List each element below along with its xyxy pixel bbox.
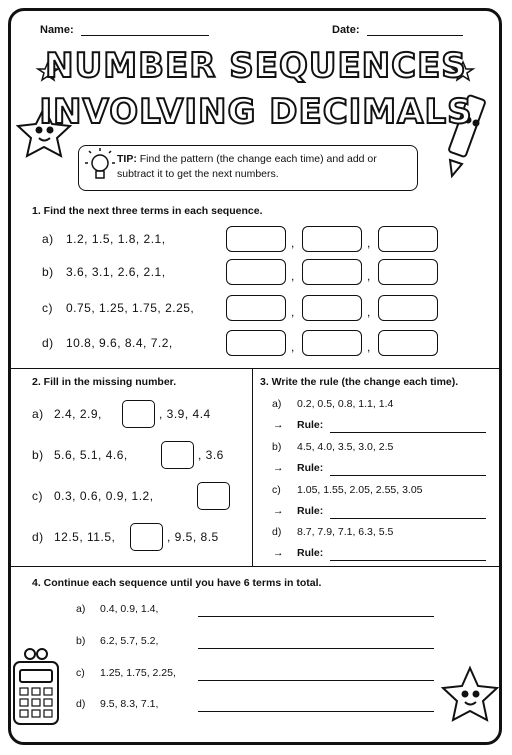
item-letter: a) [272,398,282,410]
sequence-text: 6.2, 5.7, 5.2, [100,635,159,647]
name-label: Name: [40,24,74,36]
tip-label: TIP: [117,153,137,165]
comma: , [367,269,371,283]
rule-answer-line[interactable] [330,560,486,561]
answer-box[interactable] [302,259,362,285]
sequence-after: , 3.6 [198,448,224,462]
comma: , [291,269,295,283]
arrow-icon: → [273,547,284,559]
missing-number-box[interactable] [161,441,194,469]
answer-box[interactable] [302,330,362,356]
item-letter: c) [272,484,281,496]
sequence-before: 12.5, 11.5, [54,530,116,544]
item-letter: d) [76,698,86,710]
missing-number-box[interactable] [122,400,155,428]
answer-box[interactable] [378,295,438,321]
item-letter: a) [76,603,86,615]
missing-number-box[interactable] [130,523,163,551]
answer-box[interactable] [226,226,286,252]
section3-title: 3. Write the rule (the change each time). [260,376,459,388]
sequence-before: 5.6, 5.1, 4.6, [54,448,128,462]
comma: , [291,305,295,319]
star-mascot-icon [443,668,497,720]
sequence-before: 0.3, 0.6, 0.9, 1.2, [54,489,154,503]
divider [252,368,253,566]
date-label: Date: [332,24,360,36]
sequence-text: 1.05, 1.55, 2.05, 2.55, 3.05 [297,484,423,496]
rule-answer-line[interactable] [330,518,486,519]
sequence-text: 10.8, 9.6, 8.4, 7.2, [66,336,173,350]
sequence-text: 0.75, 1.25, 1.75, 2.25, [66,301,195,315]
rule-label: Rule: [297,419,324,431]
answer-box[interactable] [226,330,286,356]
answer-box[interactable] [226,295,286,321]
comma: , [291,340,295,354]
item-letter: c) [42,301,53,315]
item-letter: b) [272,441,282,453]
item-letter: a) [42,232,54,246]
sequence-text: 8.7, 7.9, 7.1, 6.3, 5.5 [297,526,394,538]
sequence-text: 0.4, 0.9, 1.4, [100,603,159,615]
item-letter: d) [42,336,54,350]
answer-box[interactable] [302,295,362,321]
item-letter: b) [76,635,86,647]
rule-answer-line[interactable] [330,475,486,476]
item-letter: b) [32,448,44,462]
arrow-icon: → [273,419,284,431]
arrow-icon: → [273,462,284,474]
rule-answer-line[interactable] [330,432,486,433]
rule-label: Rule: [297,547,324,559]
calculator-icon [14,649,58,724]
tip-text: Find the pattern (the change each time) and add or subtract it to get the next numbers. [117,153,377,180]
divider [11,368,501,369]
sequence-after: , 9.5, 8.5 [167,530,219,544]
rule-label: Rule: [297,505,324,517]
missing-number-box[interactable] [197,482,230,510]
sequence-before: 2.4, 2.9, [54,407,102,421]
answer-box[interactable] [378,226,438,252]
sequence-text: 9.5, 8.3, 7.1, [100,698,159,710]
item-letter: d) [32,530,44,544]
tip-box [78,145,418,191]
answer-box[interactable] [302,226,362,252]
item-letter: c) [76,667,85,679]
sequence-text: 1.25, 1.75, 2.25, [100,667,176,679]
answer-box[interactable] [378,259,438,285]
sequence-text: 1.2, 1.5, 1.8, 2.1, [66,232,166,246]
item-letter: d) [272,526,282,538]
answer-line[interactable] [198,616,434,617]
section2-title: 2. Fill in the missing number. [32,376,177,388]
answer-box[interactable] [226,259,286,285]
item-letter: b) [42,265,54,279]
sequence-text: 3.6, 3.1, 2.6, 2.1, [66,265,166,279]
footer-decorations [0,640,512,750]
answer-box[interactable] [378,330,438,356]
sequence-text: 0.2, 0.5, 0.8, 1.1, 1.4 [297,398,394,410]
rule-label: Rule: [297,462,324,474]
divider [11,566,501,567]
sequence-text: 4.5, 4.0, 3.5, 3.0, 2.5 [297,441,394,453]
comma: , [367,340,371,354]
comma: , [367,236,371,250]
section4-title: 4. Continue each sequence until you have 6 terms in total. [32,577,322,589]
comma: , [367,305,371,319]
item-letter: a) [32,407,44,421]
item-letter: c) [32,489,43,503]
section1-title: 1. Find the next three terms in each sequence. [32,205,263,217]
arrow-icon: → [273,505,284,517]
comma: , [291,236,295,250]
sequence-after: , 3.9, 4.4 [159,407,211,421]
title-line1: NUMBER SEQUENCES [45,46,467,86]
title-line2: INVOLVING DECIMALS [39,92,473,132]
